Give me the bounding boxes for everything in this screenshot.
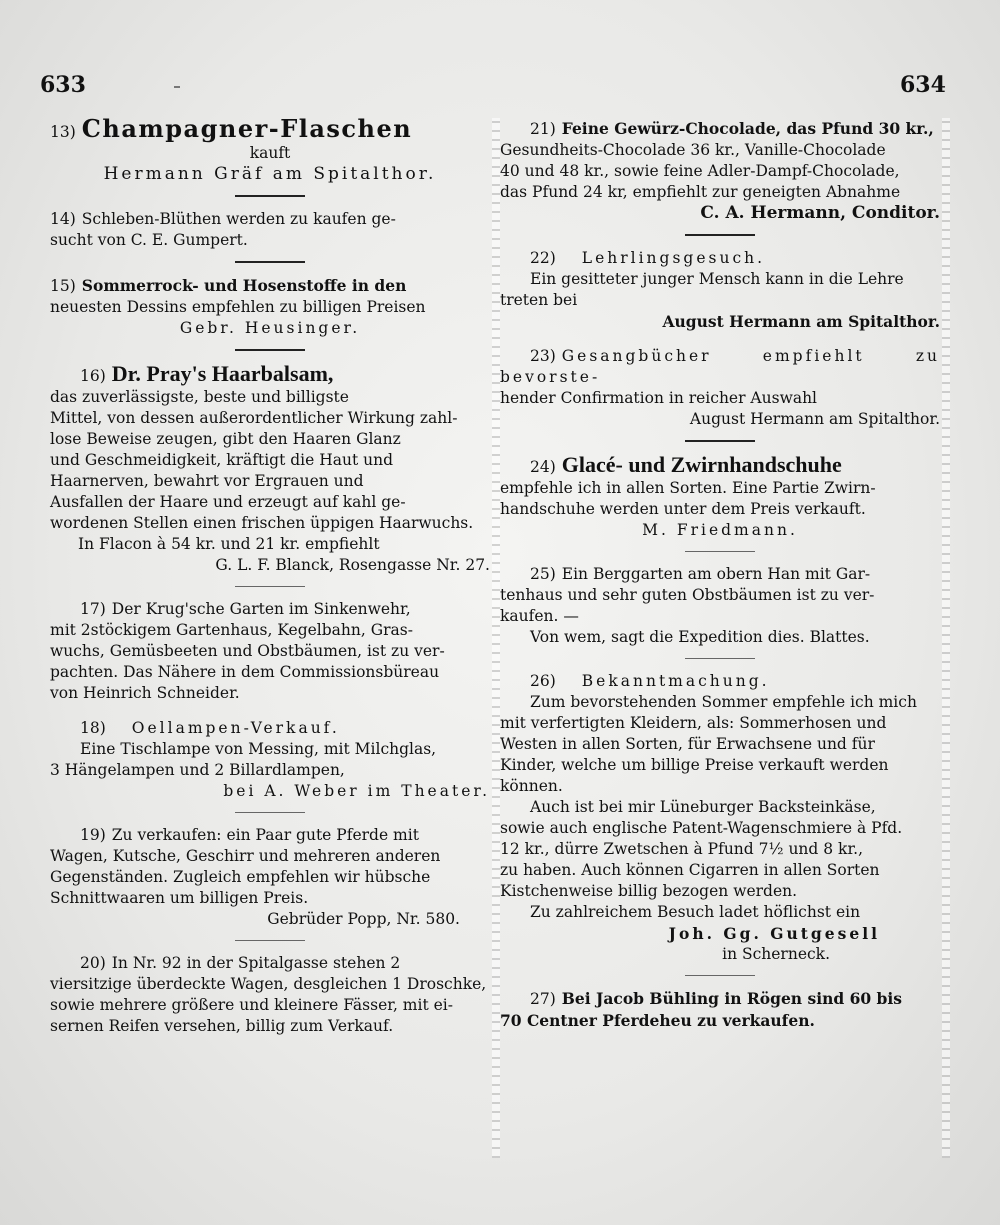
ad-number: 22) (530, 249, 556, 267)
ad-number: 16) (80, 367, 106, 385)
separator (235, 349, 305, 351)
ad-line: können. (500, 777, 563, 795)
ad-number: 21) (530, 120, 556, 138)
ad-14 (50, 209, 490, 251)
ad-number: 20) (80, 954, 106, 972)
ad-line: sowie auch englische Patent-Wagenschmiere à Pfd. (500, 819, 903, 837)
ad-line: sowie mehrere größere und kleinere Fässer, mit ei- (50, 996, 453, 1014)
ad-title: Dr. Pray's Haarbalsam, (111, 361, 334, 386)
ad-line: tenhaus und sehr guten Obstbäumen ist zu ver- (500, 586, 875, 604)
ad-signature: August Hermann am Spitalthor. (662, 312, 940, 331)
ad-16 (50, 363, 490, 576)
ad-20 (50, 953, 490, 1037)
ad-line: Feine Gewürz-Chocolade, das Pfund 30 kr., (561, 119, 934, 138)
ad-signature-place: in Scherneck. (722, 945, 830, 963)
separator (235, 195, 305, 197)
separator (685, 658, 755, 659)
separator (685, 551, 755, 552)
ad-17 (50, 599, 490, 704)
ad-line: von Heinrich Schneider. (50, 684, 240, 702)
ad-number: 19) (80, 826, 106, 844)
ad-line: neuesten Dessins empfehlen zu billigen Preisen (50, 298, 426, 316)
ad-19 (50, 825, 490, 930)
ad-number: 17) (80, 600, 106, 618)
ad-signature: Gebrüder Popp, Nr. 580. (267, 910, 460, 928)
ad-line: sucht von C. E. Gumpert. (50, 231, 248, 249)
ad-line: sernen Reifen versehen, billig zum Verkauf. (50, 1017, 394, 1035)
ad-line: Westen in allen Sorten, für Erwachsene und für (500, 735, 875, 753)
ad-line: Der Krug'sche Garten im Sinkenwehr, (111, 600, 411, 618)
ad-line: 12 kr., dürre Zwetschen à Pfund 7½ und 8 kr., (500, 840, 864, 858)
ad-line: empfehle ich in allen Sorten. Eine Partie Zwirn- (500, 479, 876, 497)
separator (685, 234, 755, 236)
ad-line: und Geschmeidigkeit, kräftigt die Haut und (50, 451, 394, 469)
ad-27 (500, 988, 940, 1031)
separator (235, 261, 305, 263)
ad-line: Von wem, sagt die Expedition dies. Blattes. (530, 628, 870, 646)
ad-number: 18) (80, 719, 106, 737)
ad-line: 3 Hängelampen und 2 Billardlampen, (50, 761, 345, 779)
ad-line: zu haben. Auch können Cigarren in allen Sorten (500, 861, 880, 879)
ad-line: treten bei (500, 291, 578, 309)
ad-23 (500, 346, 940, 430)
page-number-left: 633 (40, 72, 86, 98)
ad-number: 26) (530, 672, 556, 690)
ad-number: 14) (50, 210, 76, 228)
ad-line: Auch ist bei mir Lüneburger Backsteinkäse, (530, 798, 876, 816)
ad-line: hender Confirmation in reicher Auswahl (500, 389, 818, 407)
right-column (500, 118, 940, 1041)
separator (235, 586, 305, 587)
ad-line: Zum bevorstehenden Sommer empfehle ich mich (530, 693, 917, 711)
ad-signature: C. A. Hermann, Conditor. (700, 203, 940, 223)
ad-number: 13) (50, 123, 76, 141)
ad-line: In Flacon à 54 kr. und 21 kr. empfiehlt (78, 535, 380, 553)
ad-25 (500, 564, 940, 648)
ad-title: Champagner-Flaschen (81, 114, 413, 143)
separator (685, 440, 755, 442)
ad-line: Zu verkaufen: ein Paar gute Pferde mit (111, 826, 419, 844)
ad-line: mit 2stöckigem Gartenhaus, Kegelbahn, Gras- (50, 621, 413, 639)
ad-line: Haarnerven, bewahrt vor Ergrauen und (50, 472, 364, 490)
ad-line: kaufen. — (500, 607, 579, 625)
ad-22 (500, 248, 940, 332)
ad-line: Ausfallen der Haare und erzeugt auf kahl ge- (50, 493, 406, 511)
ad-26 (500, 671, 940, 965)
ad-line: Ein gesitteter junger Mensch kann in die Lehre (530, 270, 904, 288)
header-dash (174, 86, 180, 88)
ad-line: Kistchenweise billig bezogen werden. (500, 882, 798, 900)
ad-line: Gegenständen. Zugleich empfehlen wir hübsche (50, 868, 431, 886)
ad-signature: bei A. Weber im Theater. (223, 782, 490, 800)
ad-line: 40 und 48 kr., sowie feine Adler-Dampf-Chocolade, (500, 162, 900, 180)
ad-signature: G. L. F. Blanck, Rosengasse Nr. 27. (215, 556, 490, 574)
ad-line: Gesundheits-Chocolade 36 kr., Vanille-Chocolade (500, 141, 886, 159)
ad-title: Glacé- und Zwirnhandschuhe (561, 452, 842, 477)
ad-line: das zuverlässigste, beste und billigste (50, 388, 349, 406)
ad-signature: Gebr. Heusinger. (179, 319, 361, 337)
ad-21 (500, 118, 940, 224)
ad-line: wuchs, Gemüsbeeten und Obstbäumen, ist zu ver- (50, 642, 445, 660)
ad-number: 23) (530, 347, 556, 365)
ad-15 (50, 275, 490, 339)
ad-line: das Pfund 24 kr, empfiehlt zur geneigten Abnahme (500, 183, 901, 201)
ad-24 (500, 454, 940, 541)
ad-line: 70 Centner Pferdeheu zu verkaufen. (500, 1011, 815, 1030)
ad-title: Lehrlingsgesuch. (581, 249, 766, 267)
ad-line: Zu zahlreichem Besuch ladet höflichst ein (530, 903, 861, 921)
ad-line: mit verfertigten Kleidern, als: Sommerhosen und (500, 714, 887, 732)
ad-line: Sommerrock- und Hosenstoffe in den (81, 276, 407, 295)
ad-title: Bekanntmachung. (581, 672, 770, 690)
ad-line: Kinder, welche um billige Preise verkauft werden (500, 756, 889, 774)
ad-line: wordenen Stellen einen frischen üppigen Haarwuchs. (50, 514, 474, 532)
ad-number: 15) (50, 277, 76, 295)
ad-signature: Joh. Gg. Gutgesell (668, 924, 880, 943)
ad-line: Mittel, von dessen außerordentlicher Wirkung zahl- (50, 409, 458, 427)
ad-number: 27) (530, 990, 556, 1008)
ad-line: Schnittwaaren um billigen Preis. (50, 889, 309, 907)
ad-line: In Nr. 92 in der Spitalgasse stehen 2 (111, 954, 401, 972)
ad-signature: Hermann Gräf am Spitalthor. (103, 164, 437, 184)
separator (235, 940, 305, 941)
ad-title: Oellampen-Verkauf. (131, 719, 340, 737)
ad-18 (50, 718, 490, 802)
ad-signature: M. Friedmann. (642, 521, 798, 539)
left-column (50, 114, 490, 1047)
page-number-right: 634 (900, 72, 946, 98)
ad-line: viersitzige überdeckte Wagen, desgleichen 1 Droschke, (50, 975, 487, 993)
ad-line: kauft (249, 144, 291, 162)
ad-line: Bei Jacob Bühling in Rögen sind 60 bis (561, 989, 903, 1008)
ad-line: Eine Tischlampe von Messing, mit Milchglas, (80, 740, 437, 758)
ad-signature: August Hermann am Spitalthor. (689, 410, 940, 428)
ad-line: Schleben-Blüthen werden zu kaufen ge- (81, 210, 396, 228)
separator (685, 975, 755, 976)
ad-line: Gesangbücher empfiehlt zu bevorste- (500, 347, 940, 386)
ad-line: Ein Berggarten am obern Han mit Gar- (561, 565, 871, 583)
ad-line: Wagen, Kutsche, Geschirr und mehreren anderen (50, 847, 441, 865)
ad-number: 24) (530, 458, 556, 476)
ad-number: 25) (530, 565, 556, 583)
ad-line: lose Beweise zeugen, gibt den Haaren Glanz (50, 430, 401, 448)
separator (235, 812, 305, 813)
ad-line: pachten. Das Nähere in dem Commissionsbüreau (50, 663, 440, 681)
ad-13 (50, 114, 490, 185)
ad-line: handschuhe werden unter dem Preis verkauft. (500, 500, 866, 518)
